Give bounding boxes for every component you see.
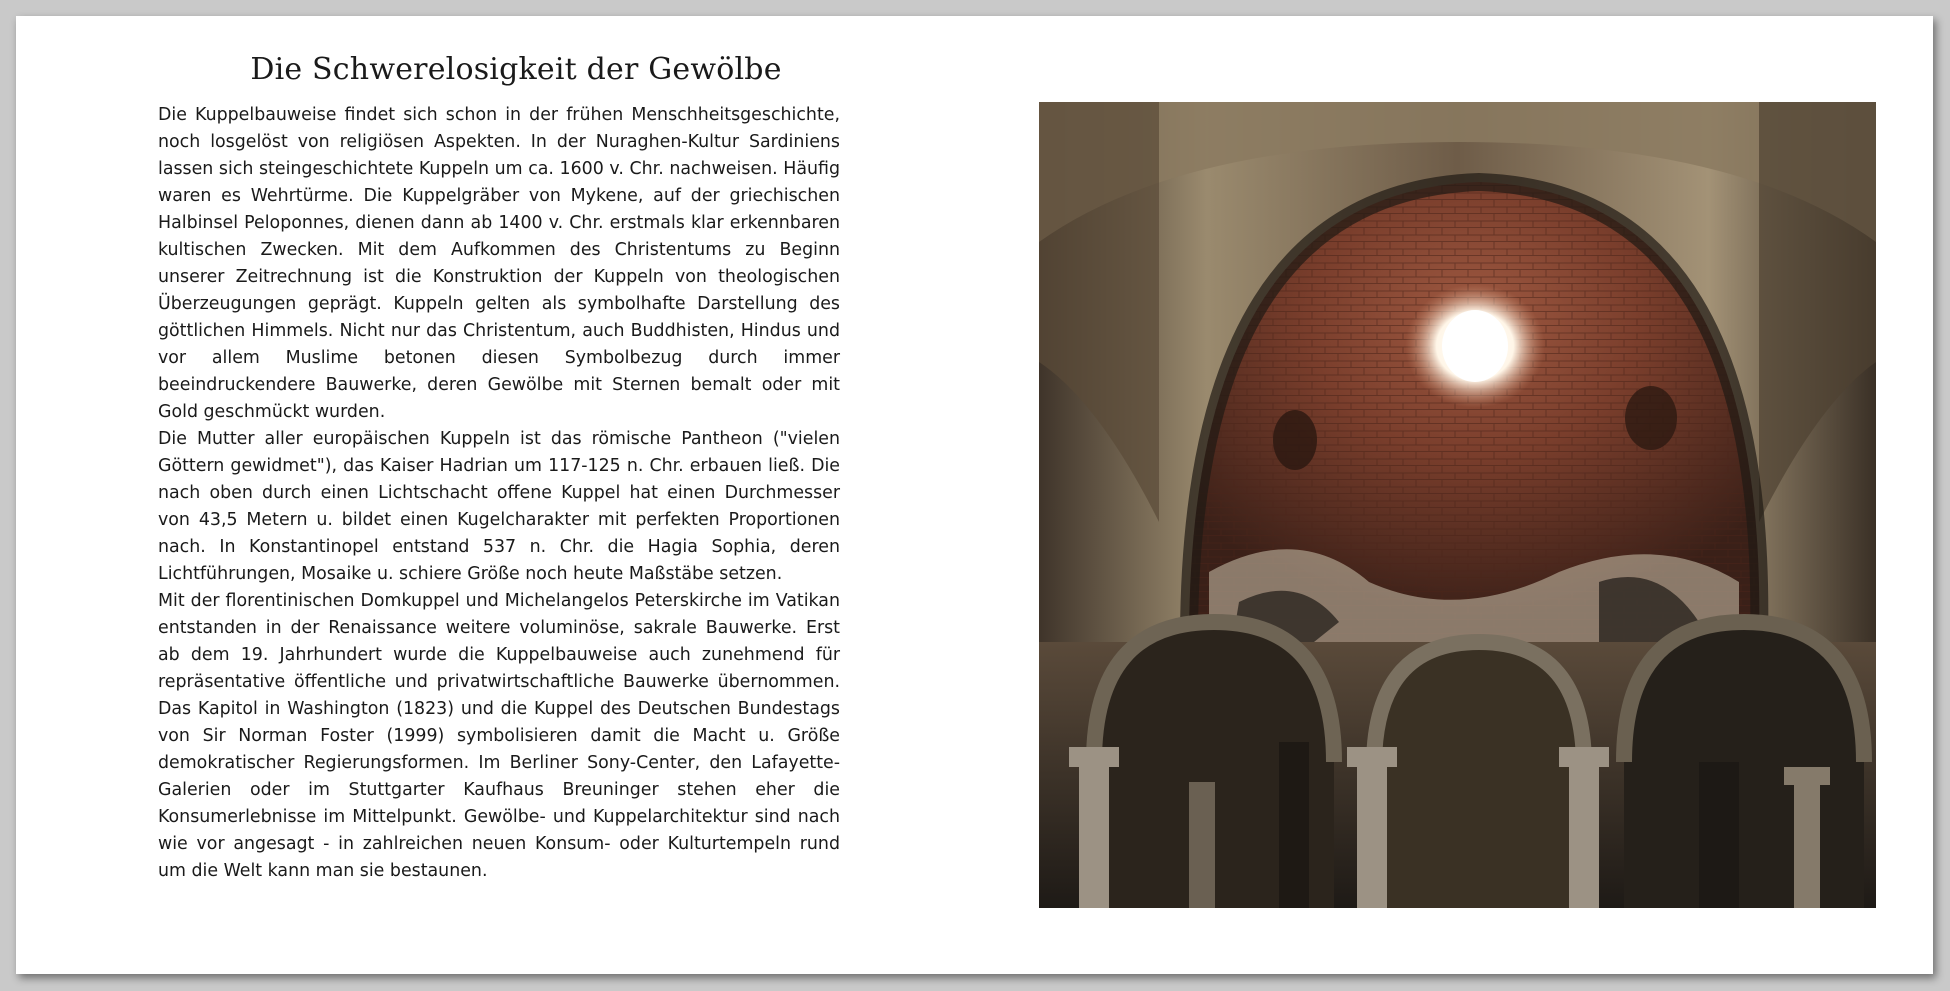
paragraph-1: Die Kuppelbauweise findet sich schon in der frühen Menschheitsgeschichte, noch losgelöst von religiösen Aspekten. In der Nuraghen-Kultur Sardiniens lassen sich steingeschichtete Kuppeln um ca. 1600 v. Chr. nachweisen. Häufig waren es Wehrtürme. Die Kuppelgräber von Mykene, auf der griechischen Halbinsel Peloponnes, dienen dann ab 1400 v. Chr. erstmals klar erkennbaren kultischen Zwecken. Mit dem Aufkommen des Christentums zu Beginn unserer Zeitrechnung ist die Konstruktion der Kuppeln von theologischen Überzeugungen geprägt. Kuppeln gelten als symbolhafte Darstellung des göttlichen Himmels. Nicht nur das Christentum, auch Buddhisten, Hindus und vor allem Muslime betonen diesen Symbolbezug durch immer beeindruckendere Bauwerke, deren Gewölbe mit Sternen bemalt oder mit Gold geschmückt wurden.	[158, 105, 840, 422]
dome-photo	[1039, 102, 1876, 908]
body-text	[158, 102, 840, 885]
document-page	[16, 16, 1933, 974]
dome-photo-illustration	[1039, 102, 1876, 908]
paragraph-2: Die Mutter aller europäischen Kuppeln ist das römische Pantheon ("vielen Göttern gewidmet"), das Kaiser Hadrian um 117-125 n. Chr. erbauen ließ. Die nach oben durch einen Lichtschacht offene Kuppel hat einen Durchmesser von 43,5 Metern u. bildet einen Kugelcharakter mit perfekten Proportionen nach. In Konstantinopel entstand 537 n. Chr. die Hagia Sophia, deren Lichtführungen, Mosaike u. schiere Größe noch heute Maßstäbe setzen.	[158, 429, 840, 584]
paragraph-3: Mit der florentinischen Domkuppel und Michelangelos Peterskirche im Vatikan entstanden in der Renaissance weitere voluminöse, sakrale Bauwerke. Erst ab dem 19. Jahrhundert wurde die Kuppelbauweise auch zunehmend für repräsentative öffentliche und privatwirtschaftliche Bauwerke übernommen. Das Kapitol in Washington (1823) und die Kuppel des Deutschen Bundestags von Sir Norman Foster (1999) symbolisieren damit die Macht u. Größe demokratischer Regierungsformen. Im Berliner Sony-Center, den Lafayette-Galerien oder im Stuttgarter Kaufhaus Breuninger stehen eher die Konsumerlebnisse im Mittelpunkt. Gewölbe- und Kuppelarchitektur sind nach wie vor angesagt - in zahlreichen neuen Konsum- oder Kulturtempeln rund um die Welt kann man sie bestaunen.	[158, 591, 840, 881]
page-title: Die Schwerelosigkeit der Gewölbe	[250, 52, 782, 87]
